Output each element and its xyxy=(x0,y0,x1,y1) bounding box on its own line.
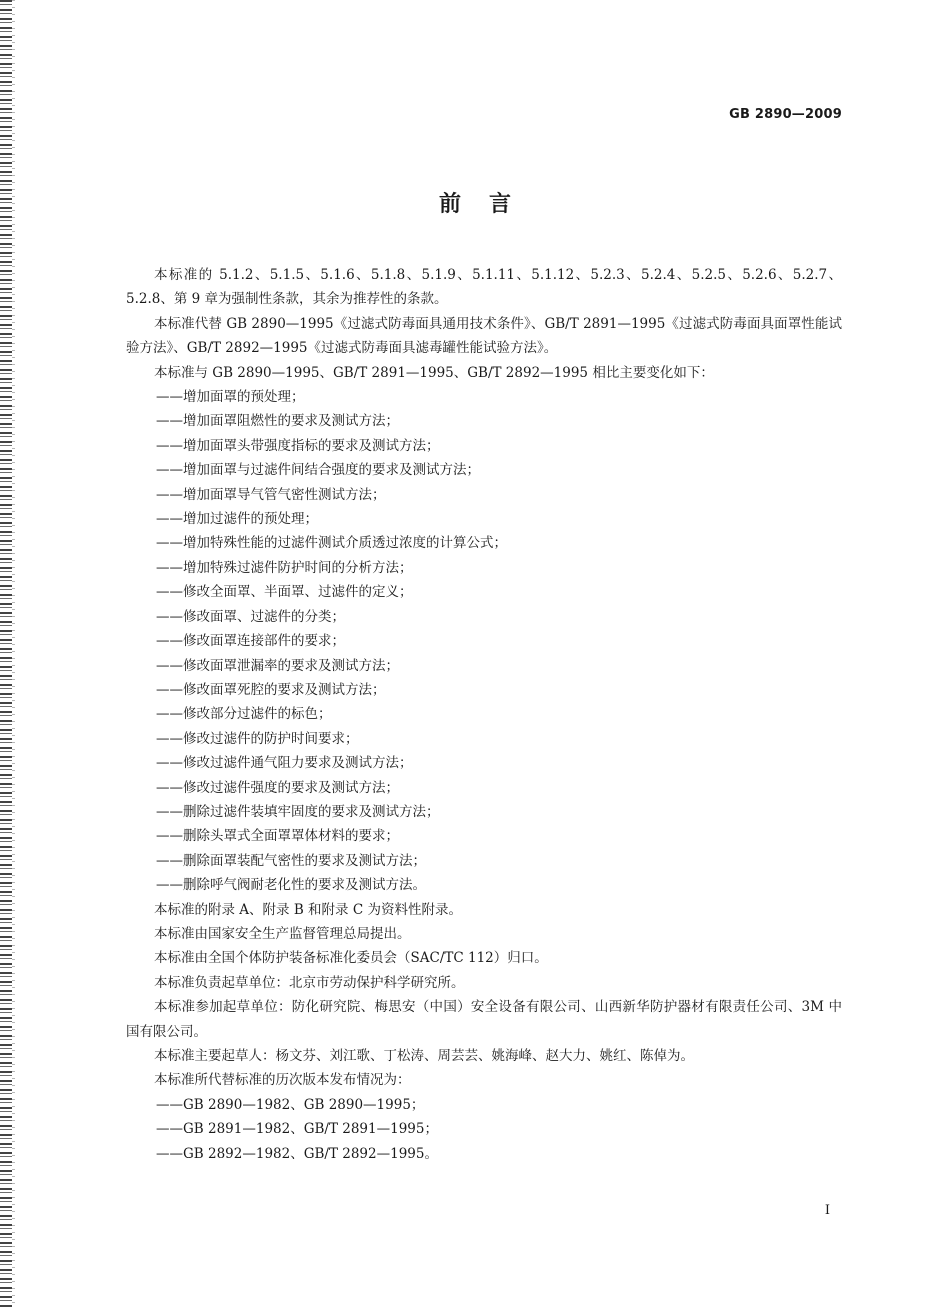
list-item: ——GB 2891—1982、GB/T 2891—1995； xyxy=(156,1121,438,1138)
history-list xyxy=(126,1093,842,1166)
list-item: ——修改过滤件的防护时间要求； xyxy=(156,730,359,747)
paragraph-changes-intro: 本标准与 GB 2890—1995、GB/T 2891—1995、GB/T 2892—1995 相比主要变化如下： xyxy=(154,364,714,381)
list-item: ——增加面罩导气管气密性测试方法； xyxy=(156,486,386,503)
list-item: ——删除头罩式全面罩罩体材料的要求； xyxy=(156,828,399,845)
list-item: ——修改过滤件通气阻力要求及测试方法； xyxy=(156,755,413,772)
list-item: ——增加特殊过滤件防护时间的分析方法； xyxy=(156,559,413,576)
list-item: ——增加面罩与过滤件间结合强度的要求及测试方法； xyxy=(156,462,480,479)
list-item: ——修改面罩泄漏率的要求及测试方法； xyxy=(156,657,399,674)
list-item: ——GB 2892—1982、GB/T 2892—1995。 xyxy=(156,1145,438,1162)
page-number: I xyxy=(824,1203,830,1218)
paragraph-drafters: 本标准主要起草人：杨文芬、刘江歌、丁松涛、周芸芸、姚海峰、赵大力、姚红、陈倬为。 xyxy=(154,1048,694,1064)
list-item: ——增加面罩阻燃性的要求及测试方法； xyxy=(156,413,399,430)
list-item: ——GB 2890—1982、GB 2890—1995； xyxy=(156,1096,425,1113)
changes-list xyxy=(126,385,842,898)
paragraph-participating-units: 本标准参加起草单位：防化研究院、梅思安（中国）安全设备有限公司、山西新华防护器材有限责任公司、3M 中国有限公司。 xyxy=(126,999,842,1040)
list-item: ——增加面罩头带强度指标的要求及测试方法； xyxy=(156,437,440,454)
list-item: ——修改面罩死腔的要求及测试方法； xyxy=(156,681,386,698)
paragraph-jurisdiction: 本标准由全国个体防护装备标准化委员会（SAC/TC 112）归口。 xyxy=(154,950,548,967)
paragraph-replaces: 本标准代替 GB 2890—1995《过滤式防毒面具通用技术条件》、GB/T 2891—1995《过滤式防毒面具面罩性能试验方法》、GB/T 2892—1995《过滤式防毒面具滤毒罐性能试验方法》。 xyxy=(126,315,842,357)
document-body xyxy=(126,263,842,1166)
list-item: ——增加面罩的预处理； xyxy=(156,389,305,406)
list-item: ——修改面罩、过滤件的分类； xyxy=(156,608,345,625)
list-item: ——删除面罩装配气密性的要求及测试方法； xyxy=(156,852,426,869)
paragraph-appendix: 本标准的附录 A、附录 B 和附录 C 为资料性附录。 xyxy=(154,901,462,918)
list-item: ——修改面罩连接部件的要求； xyxy=(156,633,345,650)
paragraph-proposed-by: 本标准由国家安全生产监督管理总局提出。 xyxy=(154,925,411,942)
page-title: 前言 xyxy=(438,192,539,217)
list-item: ——修改部分过滤件的标色； xyxy=(156,706,332,723)
list-item: ——修改过滤件强度的要求及测试方法； xyxy=(156,779,399,796)
list-item: ——增加过滤件的预处理； xyxy=(156,511,318,528)
list-item: ——修改全面罩、半面罩、过滤件的定义； xyxy=(156,584,413,601)
paragraph-drafting-unit: 本标准负责起草单位：北京市劳动保护科学研究所。 xyxy=(154,974,465,991)
list-item: ——删除呼气阀耐老化性的要求及测试方法。 xyxy=(156,877,426,894)
list-item: ——删除过滤件装填牢固度的要求及测试方法； xyxy=(156,803,440,820)
paragraph-history-intro: 本标准所代替标准的历次版本发布情况为： xyxy=(154,1072,411,1089)
paragraph-mandatory: 本标准的 5.1.2、5.1.5、5.1.6、5.1.8、5.1.9、5.1.11、5.1.12、5.2.3、5.2.4、5.2.5、5.2.6、5.2.7、5.2.8、第 9 章为强制性条款，其余为推荐性的条款。 xyxy=(126,267,842,308)
standard-number: GB 2890—2009 xyxy=(729,107,842,122)
list-item: ——增加特殊性能的过滤件测试介质透过浓度的计算公式； xyxy=(156,535,507,552)
